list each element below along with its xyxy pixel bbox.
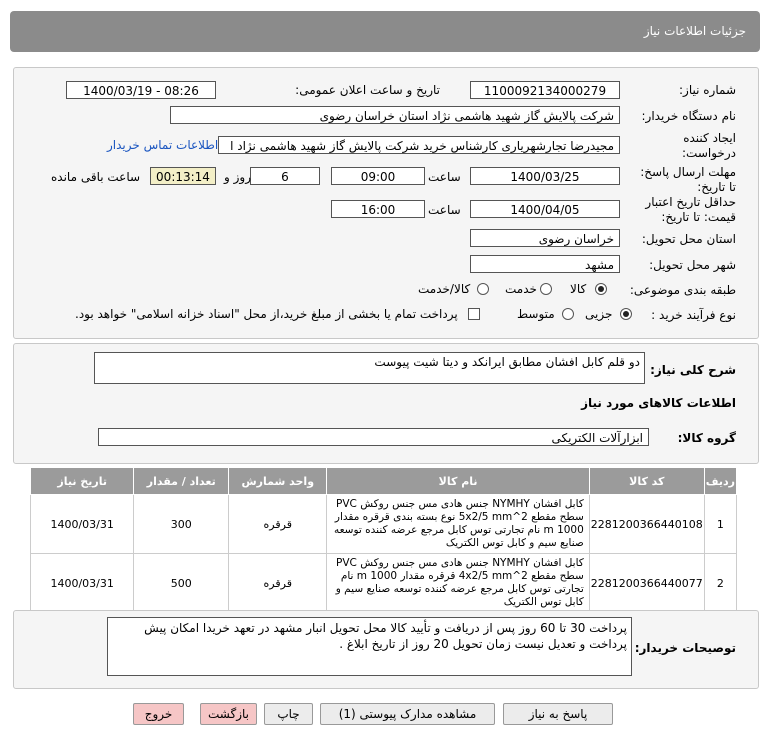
cell-row: 2 <box>704 554 736 613</box>
process-option-minor: جزیی <box>585 307 613 321</box>
cell-code: 2281200366440077 <box>589 554 704 613</box>
view-attachments-button[interactable]: مشاهده مدارک پیوستی (1) <box>320 703 495 725</box>
table-header-row <box>31 468 737 495</box>
need-number-field: 1100092134000279 <box>470 81 620 99</box>
buyer-notes-text: پرداخت 30 تا 60 روز پس از دریافت و تأیید کالا محل تحویل انبار مشهد در تعهد خریدا امکان پیش پرداخت و تعدیل نیست زمان تحویل 20 روز از تاریخ ابلاغ . <box>107 617 632 676</box>
buyer-notes-label: توصیحات خریدار: <box>634 641 736 655</box>
deadline-date-field: 1400/03/25 <box>470 167 620 185</box>
items-table <box>30 467 737 613</box>
col-row: ردیف <box>704 468 736 495</box>
deadline-days-label: روز و <box>224 170 251 184</box>
province-field: خراسان رضوی <box>470 229 620 247</box>
table-row[interactable] <box>31 554 737 613</box>
validity-date-field: 1400/04/05 <box>470 200 620 218</box>
cell-unit: قرقره <box>229 495 327 554</box>
creator-label-1: ایجاد کننده <box>683 131 736 145</box>
category-label: طبقه بندی موضوعی: <box>629 283 736 297</box>
cell-unit: قرقره <box>229 554 327 613</box>
category-option-goods: کالا <box>570 282 587 296</box>
cell-qty: 300 <box>134 495 229 554</box>
cell-qty: 500 <box>134 554 229 613</box>
process-label: نوع فرآیند خرید : <box>651 308 736 322</box>
print-button[interactable]: چاپ <box>264 703 313 725</box>
treasury-payment-checkbox[interactable] <box>468 308 480 320</box>
reply-button[interactable]: پاسخ به نیاز <box>503 703 613 725</box>
description-box <box>94 352 645 384</box>
buyer-contact-link[interactable]: اطلاعات تماس خریدار <box>107 138 219 152</box>
col-name: نام کالا <box>327 468 589 495</box>
remaining-time-label: ساعت باقی مانده <box>51 170 141 184</box>
buyer-org-field: شرکت پالایش گاز شهید هاشمی نژاد استان خراسان رضوی <box>170 106 620 124</box>
page-title: جزئیات اطلاعات نیاز <box>643 24 746 38</box>
cell-name: کابل افشان NYMHY جنس هادی مس جنس روکش PVC سطح مقطع 2^5x2/5 mm نوع بسته بندی قرقره مقدار 1000 m نام تجارتی توس کابل مرجع عرضه کننده توسعه صنایع سیم و کابل توس الکتریک <box>327 495 589 554</box>
table-row[interactable] <box>31 495 737 554</box>
city-field: مشهد <box>470 255 620 273</box>
goods-info-title: اطلاعات کالاهای مورد نیاز <box>581 396 736 410</box>
cell-date: 1400/03/31 <box>31 554 134 613</box>
cell-date: 1400/03/31 <box>31 495 134 554</box>
col-unit: واحد شمارش <box>229 468 327 495</box>
deadline-label-1: مهلت ارسال پاسخ: <box>640 165 736 179</box>
creator-label-2: درخواست: <box>682 146 736 160</box>
announce-label: تاریخ و ساعت اعلان عمومی: <box>295 83 440 97</box>
goods-group-label: گروه کالا: <box>677 431 736 445</box>
treasury-payment-text: پرداخت تمام یا بخشی از مبلغ خرید،از محل "اسناد خزانه اسلامی" خواهد بود. <box>75 307 458 321</box>
deadline-time-field: 09:00 <box>331 167 425 185</box>
deadline-days-field: 6 <box>250 167 320 185</box>
category-option-both: کالا/خدمت <box>418 282 471 296</box>
deadline-time-label: ساعت <box>428 170 461 184</box>
process-radio-minor[interactable] <box>620 308 632 320</box>
category-option-service: خدمت <box>505 282 537 296</box>
col-date: تاریخ نیاز <box>31 468 134 495</box>
category-radio-goods[interactable] <box>595 283 607 295</box>
col-qty: تعداد / مقدار <box>134 468 229 495</box>
category-radio-both[interactable] <box>477 283 489 295</box>
deadline-label-2: تا تاریخ: <box>697 180 736 194</box>
exit-button[interactable]: خروج <box>133 703 184 725</box>
process-radio-medium[interactable] <box>562 308 574 320</box>
cell-row: 1 <box>704 495 736 554</box>
validity-label-2: قیمت: تا تاریخ: <box>661 210 736 224</box>
process-option-medium: متوسط <box>517 307 555 321</box>
col-code: کد کالا <box>589 468 704 495</box>
back-button[interactable]: بازگشت <box>200 703 257 725</box>
remaining-time-field: 00:13:14 <box>150 167 216 185</box>
goods-group-field: ابزارآلات الکتریکی <box>98 428 649 446</box>
page-header <box>10 11 760 52</box>
validity-time-field: 16:00 <box>331 200 425 218</box>
validity-time-label: ساعت <box>428 203 461 217</box>
province-label: استان محل تحویل: <box>641 232 736 246</box>
validity-label-1: حداقل تاریخ اعتبار <box>645 195 736 209</box>
category-radio-service[interactable] <box>540 283 552 295</box>
cell-name: کابل افشان NYMHY جنس هادی مس جنس روکش PVC سطح مقطع 2^4x2/5 mm قرقره مقدار 1000 m نام تجارتی توس کابل مرجع عرضه کننده توسعه صنایع سیم و کابل توس الکتریک <box>327 554 589 613</box>
cell-code: 2281200366440108 <box>589 495 704 554</box>
buyer-org-label: نام دستگاه خریدار: <box>641 109 736 123</box>
city-label: شهر محل تحویل: <box>649 258 736 272</box>
creator-field: مجیدرضا تجارشهریاری کارشناس خرید شرکت پالایش گاز شهید هاشمی نژاد ا <box>218 136 620 154</box>
announce-field: 1400/03/19 - 08:26 <box>66 81 216 99</box>
description-label: شرح کلی نیاز: <box>650 363 736 377</box>
need-number-label: شماره نیاز: <box>679 83 736 97</box>
description-text: دو قلم کابل افشان مطابق ایرانکد و دیتا شیت پیوست <box>374 355 640 369</box>
